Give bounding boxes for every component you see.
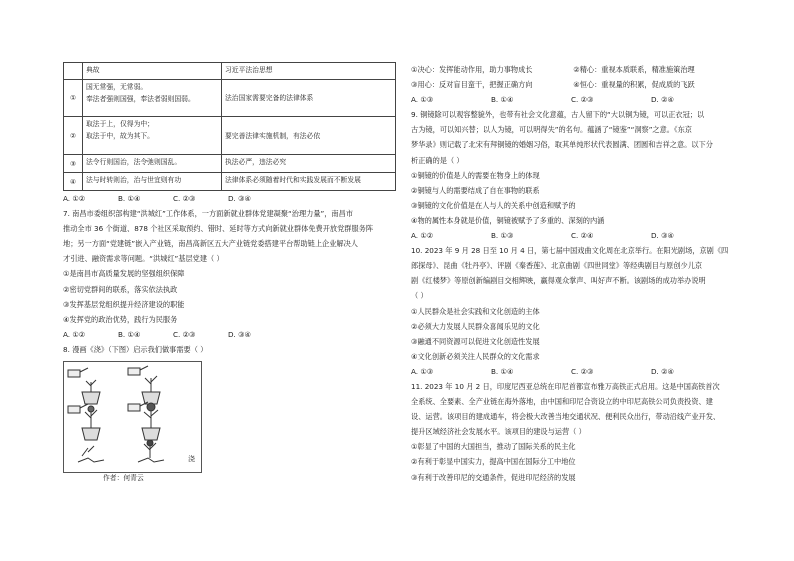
q10-choice: ①人民群众是社会实践和文化创造的主体	[411, 306, 540, 316]
row-number: ②	[64, 117, 83, 155]
table-row	[64, 173, 396, 191]
option-a[interactable]: A. ①②	[411, 231, 434, 241]
question-10	[411, 243, 742, 379]
q7-options	[63, 327, 396, 342]
q11-stem-line: 全系统、全要素、全产业链在海外落地，由中国和印尼合资设立的中印尼高铁公司负责投资、建	[411, 397, 713, 407]
q8-stem: 8. 漫画《浇》（下图）启示我们做事需要（ ）	[63, 344, 208, 354]
question-11	[411, 379, 742, 485]
table-row	[64, 117, 396, 155]
q7-choice: ②密切党群间的联系，落实依法执政	[63, 284, 178, 294]
thought-cell: 要完善法律实施机制，有法必依	[222, 117, 396, 155]
story-cell: 法与时转则治，治与世宜则有功	[83, 173, 222, 191]
right-column	[411, 62, 742, 485]
q8-options	[411, 92, 742, 107]
option-c[interactable]: C. ②③	[173, 194, 196, 203]
question-7	[63, 206, 396, 342]
option-b[interactable]: B. ①③	[491, 231, 514, 241]
table-row	[64, 155, 396, 173]
q7-stem-line: 地；另一方面“党建链”嵌入产业链，南昌高新区五大产业链党委搭建平台帮助链上企业解决人	[63, 239, 358, 249]
option-b[interactable]: B. ①④	[118, 194, 141, 203]
q10-stem-line: （ ）	[411, 291, 428, 301]
q9-stem-line: 析正确的是（ ）	[411, 155, 464, 165]
q10-stem-line: 10. 2023 年 9 月 28 日至 10 月 4 日，第七届中国戏曲文化周在北京举行。在阳光剧场，京剧《四	[411, 246, 729, 256]
cartoon-caption: 浇	[188, 455, 195, 464]
table-row	[64, 80, 396, 117]
cartoon-author: 作者：何青云	[103, 474, 144, 483]
q7-choice: ①是南昌市高质量发展的坚强组织保障	[63, 269, 185, 279]
q8-choice: ④恒心：重视量的积累，促成质的飞跃	[573, 80, 695, 90]
q7-choice: ④发挥党的政治优势，践行为民服务	[63, 314, 178, 324]
q7-stem-line: 7. 南昌市委组织部构建“洪城红”工作体系，一方面新就业群体党建凝聚“治理力量”，南昌市	[63, 209, 353, 219]
table-header-cell: 典故	[83, 63, 222, 80]
watering-cartoon	[63, 361, 202, 473]
question-8-continued	[411, 62, 742, 107]
q7-stem-line: 推动全市 36 个街道、878 个社区采取预约、错时、延时等方式向新就业群体免费开放党群服务阵	[63, 224, 374, 234]
q10-options	[411, 364, 742, 379]
left-column	[63, 62, 396, 483]
option-c[interactable]: C. ②④	[571, 231, 594, 241]
table-header-cell: 习近平法治思想	[222, 63, 396, 80]
q11-stem-line: 提升区域经济社会发展水平。该项目的建设与运营（ ）	[411, 427, 586, 437]
option-d[interactable]: D. ③④	[228, 329, 251, 339]
option-a[interactable]: A. ①②	[63, 329, 86, 339]
q7-choice: ③发挥基层党组织提升经济建设的职能	[63, 299, 185, 309]
question-8	[63, 342, 396, 483]
q8-choice: ①决心：发挥能动作用，助力事物成长	[411, 65, 533, 74]
q6-options	[63, 191, 396, 206]
q11-stem-line: 设、运营。该项目的建成通车，将会极大改善当地交通状况、便利民众出行，带动沿线产业开发、	[411, 412, 721, 422]
cartoon-drawing	[64, 362, 201, 472]
thought-cell: 法律体系必须随着时代和实践发展而不断发展	[222, 173, 396, 191]
q11-stem-line: 11. 2023 年 10 月 2 日，印度尼西亚总统在印尼首都宣布雅万高铁正式启用。这是中国高铁首次	[411, 381, 720, 391]
q8-choice: ③用心：反对盲目蛮干，把握正确方向	[411, 80, 533, 90]
option-c[interactable]: C. ②③	[173, 329, 196, 339]
q11-choice: ①彰显了中国的大国担当，推动了国际关系的民主化	[411, 442, 576, 452]
thought-cell: 执法必严，违法必究	[222, 155, 396, 173]
option-b[interactable]: B. ①④	[491, 95, 514, 105]
option-d[interactable]: D. ③④	[228, 194, 251, 203]
story-line: 奉法者强则国强，奉法者弱则国弱。	[86, 95, 195, 103]
option-d[interactable]: D. ③④	[651, 231, 674, 241]
option-a[interactable]: A. ①②	[63, 194, 86, 203]
q10-choice: ②必须大力发展人民群众喜闻乐见的文化	[411, 321, 540, 331]
q9-choice: ①铜镜的价值是人的需要在物身上的体现	[411, 170, 540, 180]
row-number: ①	[64, 80, 83, 117]
q8-choice-row	[411, 77, 742, 92]
q10-stem-line: 剧《红楼梦》等原创新编剧目交相辉映，赢得观众掌声、叫好声不断。该剧场的成功举办说明	[411, 276, 706, 286]
question-9	[411, 107, 742, 243]
story-cell	[83, 80, 222, 117]
q8-choice: ②精心：重视本质联系，精准施策治理	[573, 65, 695, 74]
q9-stem-line: 梦华录》则记载了北宋有拜铜镜的婚姻习俗，取其单纯形状代表圆满、团圆和吉祥之意。以下分	[411, 140, 713, 150]
row-number: ③	[64, 155, 83, 173]
q9-choice: ②铜镜与人的需要结成了自在事物的联系	[411, 185, 540, 195]
q9-stem-line: 9. 铜镜除可以观容整貌外，也带有社会文化意蕴，古人留下的“大以铜为镜，可以正衣冠；以	[411, 110, 705, 120]
q11-choice: ②有利于彰显中国实力，提高中国在国际分工中地位	[411, 457, 576, 467]
q9-stem-line: 古为镜，可以知兴替；以人为镜，可以明得失”的名句。蕴涵了“镜鉴”“洞察”之意。《东京	[411, 125, 692, 135]
thought-cell: 法治国家需要完备的法律体系	[222, 80, 396, 117]
table-header-cell	[64, 63, 83, 80]
story-line: 取法于上，仅得为中；	[86, 120, 154, 128]
row-number: ④	[64, 173, 83, 191]
option-b[interactable]: B. ①④	[118, 329, 141, 339]
story-cell: 法令行则国治，法令弛则国乱。	[83, 155, 222, 173]
story-line: 取法于中，故为其下。	[86, 132, 154, 140]
option-a[interactable]: A. ①③	[411, 95, 434, 105]
q10-choice: ④文化创新必须关注人民群众的文化需求	[411, 351, 540, 361]
law-story-table	[63, 62, 396, 191]
option-c[interactable]: C. ②③	[571, 95, 594, 105]
story-line: 国无常强，无常弱。	[86, 83, 148, 91]
q10-stem-line: 郎探母》、昆曲《牡丹亭》、评剧《秦香莲》、北京曲剧《四世同堂》等经典剧目与原创少儿京	[411, 261, 703, 271]
option-c[interactable]: C. ②③	[571, 366, 594, 376]
q9-choice: ④物的属性本身就是价值，铜镜被赋予了多重的、深刻的内涵	[411, 215, 605, 225]
q7-stem-line: 才引进、融资需求等问题。“洪城红”基层党建（ ）	[63, 254, 224, 264]
option-d[interactable]: D. ②④	[651, 95, 674, 105]
q10-choice: ③融通不同资源可以促进文化创造性发展	[411, 336, 540, 346]
q11-choice: ③有利于改善印尼的交通条件，促进印尼经济的发展	[411, 472, 576, 482]
option-a[interactable]: A. ①③	[411, 366, 434, 376]
q9-options	[411, 228, 742, 243]
option-d[interactable]: D. ②④	[651, 366, 674, 376]
q8-choice-row	[411, 62, 742, 77]
option-b[interactable]: B. ①④	[491, 366, 514, 376]
story-cell	[83, 117, 222, 155]
q9-choice: ③铜镜的文化价值是在人与人的关系中创造和赋予的	[411, 200, 576, 210]
table-header-row	[64, 63, 396, 80]
